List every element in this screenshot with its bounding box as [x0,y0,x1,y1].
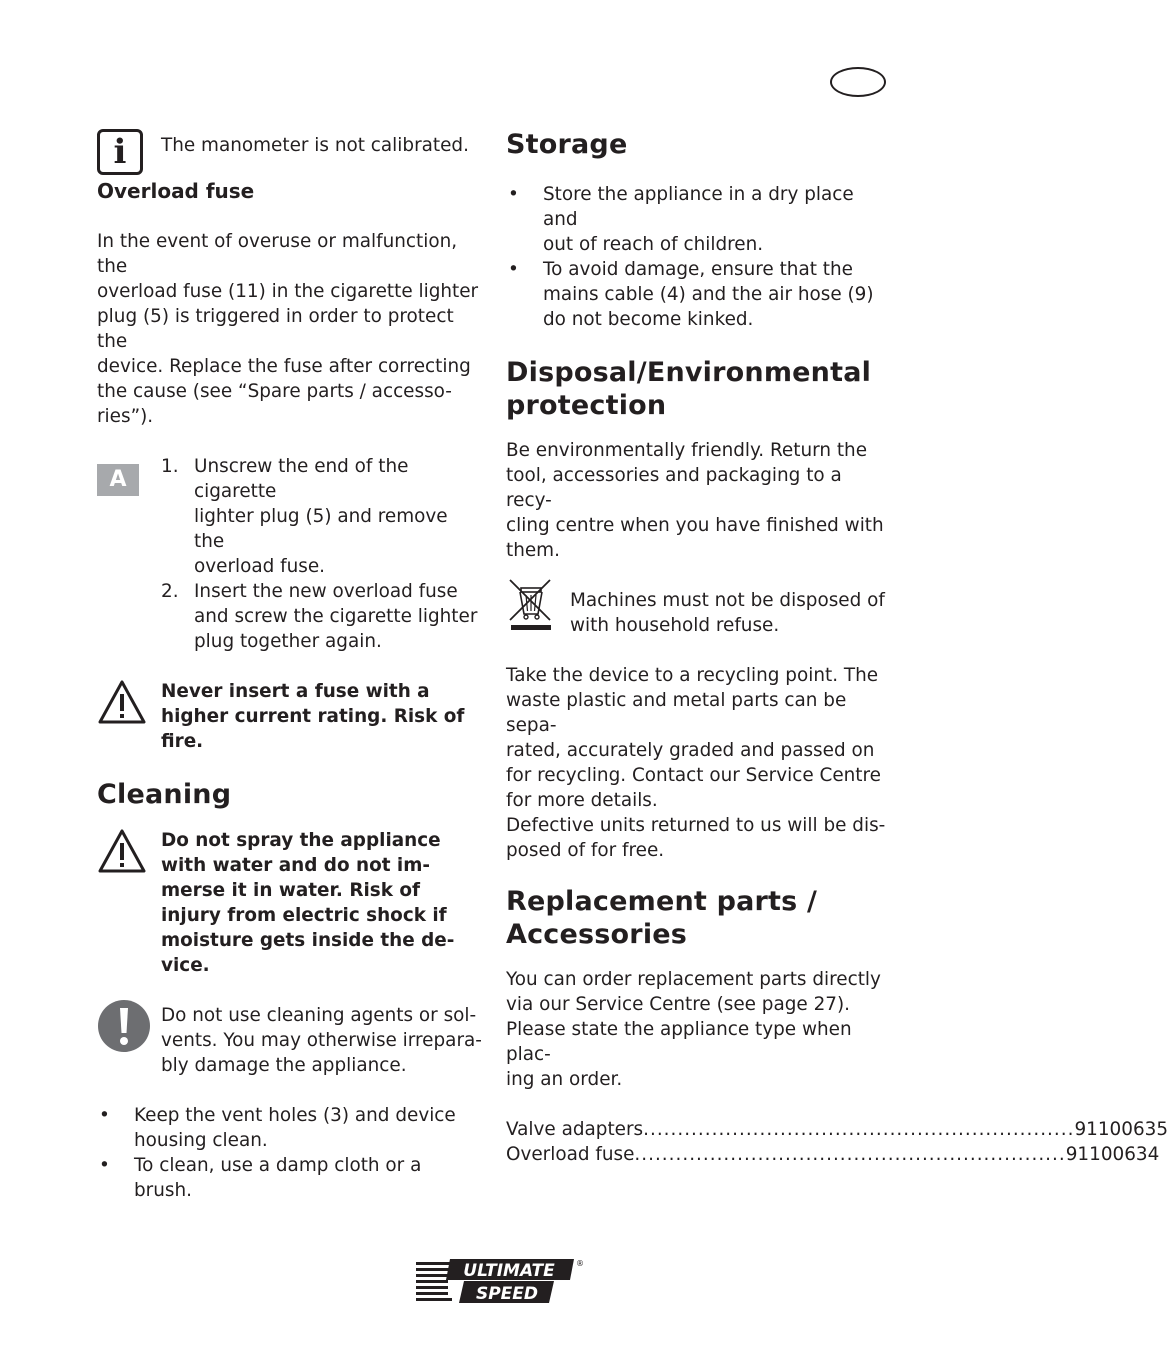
overload-fuse-heading: Overload fuse [97,179,255,203]
list-item: • To avoid damage, ensure that the mains cable (4) and the air hose (9) do not become kinked. [508,259,874,330]
list-item: • Keep the vent holes (3) and device housing clean. [99,1105,456,1151]
figure-ref-badge: A [97,464,139,496]
info-note [97,128,482,175]
right-column [506,128,1168,1167]
step-list [161,454,482,654]
language-tab-oval [830,67,886,97]
info-text: The manometer is not calibrated. [161,135,469,156]
warning-triangle-icon [97,828,147,874]
list-item [506,1142,1160,1167]
svg-text:SPEED: SPEED [475,1284,539,1304]
part-name: Overload fuse [506,1144,635,1165]
disposal-paragraph-2: Take the device to a recycling point. The waste plastic and metal parts can be sepa- rated, accurately graded and passed on for recycling. Contact our Service Centre for more details. Defective units returned to us will be dis- posed of for free. [506,665,886,861]
fuse-steps [97,454,482,654]
part-name: Valve adapters [506,1119,644,1140]
crossed-out-bin-icon [506,576,556,632]
fuse-warning: Never insert a fuse with a higher current rating. Risk of fire. [97,679,482,754]
replacement-heading: Replacement parts / Accessories [506,886,818,950]
svg-text:ULTIMATE: ULTIMATE [463,1261,555,1281]
parts-list [506,1117,1168,1167]
cleaning-bullets [97,1103,482,1203]
list-item: • Store the appliance in a dry place and out of reach of children. [508,184,854,255]
exclamation-circle-icon [97,999,151,1053]
ultimate-speed-logo [414,1256,584,1306]
left-column [97,128,482,1203]
list-item: 2. Insert the new overload fuse and screw the cigarette lighter plug together again. [161,581,478,652]
list-item [506,1117,1168,1142]
disposal-heading: Disposal/Environmental protection [506,357,872,421]
storage-bullets [506,182,890,332]
storage-heading: Storage [506,129,628,160]
cleaning-caution: Do not use cleaning agents or sol- vents. You may otherwise irrepara- bly damage the appliance. [97,1003,482,1078]
part-number: 91100634 [1065,1144,1160,1165]
cleaning-heading: Cleaning [97,779,232,810]
cleaning-warning: Do not spray the appliance with water and do not im- merse it in water. Risk of injury from electric shock if moisture gets inside the de- vice. [97,828,482,978]
replacement-paragraph: You can order replacement parts directly via our Service Centre (see page 27). Please state the appliance type when plac- ing an order. [506,969,881,1090]
warning-triangle-icon [97,679,147,725]
part-number: 91100635 [1074,1119,1168,1140]
svg-text:®: ® [576,1259,584,1268]
list-item: 1. Unscrew the end of the cigarette lighter plug (5) and remove the overload fuse. [161,456,448,577]
disposal-paragraph-1: Be environmentally friendly. Return the tool, accessories and packaging to a recy- cling centre when you have finished with them. [506,440,884,561]
overload-fuse-paragraph: In the event of overuse or malfunction, the overload fuse (11) in the cigarette lighter plug (5) is triggered in order to protect the device. Replace the fuse after correcting the cause (see “Spare parts / accesso- ries”). [97,231,479,427]
weee-note: Machines must not be disposed of with household refuse. [506,588,890,638]
info-icon: i [97,129,143,175]
list-item: • To clean, use a damp cloth or a brush. [99,1155,422,1201]
